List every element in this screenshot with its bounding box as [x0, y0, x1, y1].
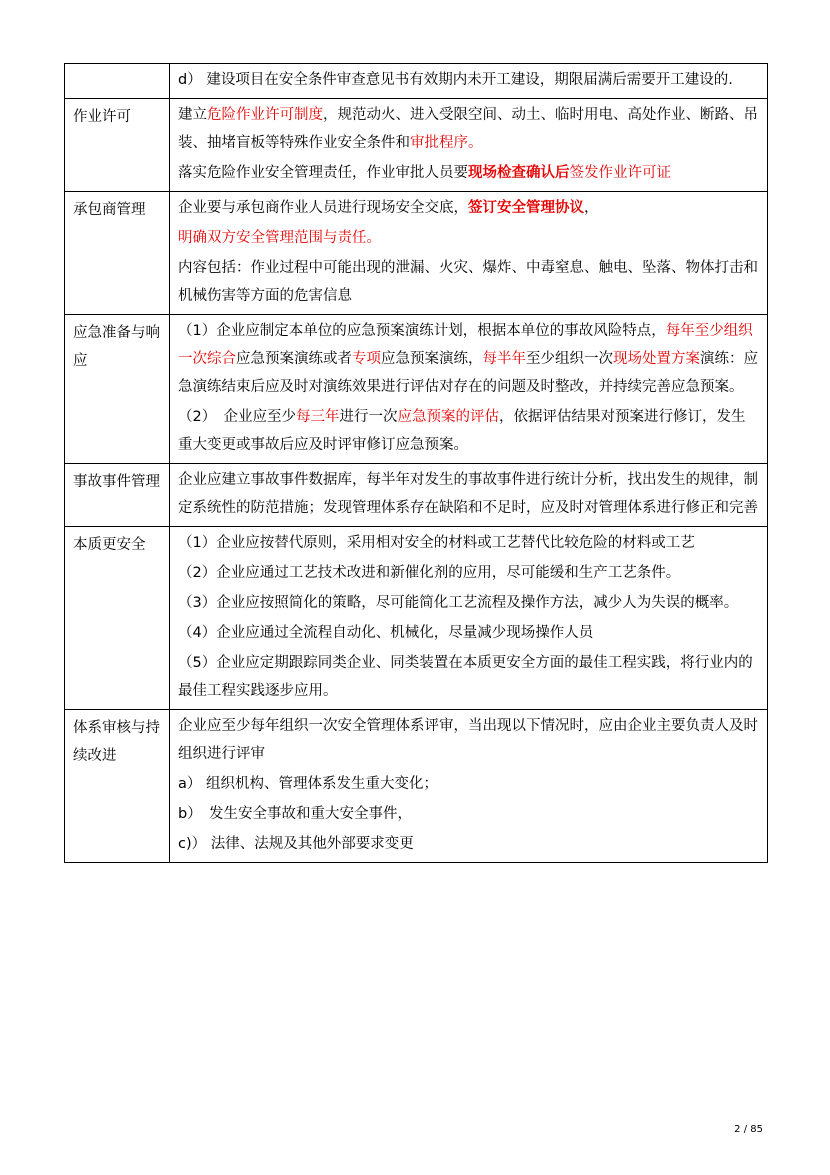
highlighted-text: 签订安全管理协议: [468, 200, 584, 216]
row-content: [170, 710, 768, 863]
paragraph: [178, 466, 759, 522]
row-label: 承包商管理: [65, 192, 170, 315]
row-content: [170, 64, 768, 99]
paragraph: [178, 589, 759, 617]
highlighted-text: 签发作业许可证: [569, 165, 671, 181]
text-segment: 内容包括：作业过程中可能出现的泄漏、火灾、爆炸、中毒窒息、触电、坠落、物体打击和机械伤害等方面的危害信息: [178, 260, 758, 304]
table-row: [65, 315, 768, 464]
text-segment: 企业应至少每年组织一次安全管理体系评审，当出现以下情况时，应由企业主要负责人及时组织进行评审: [178, 718, 758, 762]
table-row: [65, 192, 768, 315]
row-label: 体系审核与持续改进: [65, 710, 170, 863]
highlighted-text: 现场处置方案: [613, 351, 700, 367]
row-label: 应急准备与响应: [65, 315, 170, 464]
text-segment: 落实危险作业安全管理责任，作业审批人员要: [178, 165, 468, 181]
highlighted-text: 每三年: [295, 409, 340, 425]
text-segment: 建立: [178, 107, 207, 123]
text-segment: ，: [584, 200, 599, 216]
row-content: [170, 315, 768, 464]
table-row: [65, 710, 768, 863]
text-segment: （1）企业应按替代原则，采用相对安全的材料或工艺替代比较危险的材料或工艺: [178, 535, 695, 551]
table-body: [65, 64, 768, 863]
row-label: 事故事件管理: [65, 464, 170, 527]
highlighted-text: 现场检查确认后: [468, 165, 570, 181]
text-segment: 至少组织一次: [526, 351, 613, 367]
row-label: 本质更安全: [65, 527, 170, 710]
text-segment: 进行一次: [339, 409, 398, 425]
paragraph: [178, 66, 759, 94]
paragraph: [178, 770, 759, 798]
text-segment: （2）企业应通过工艺技术改进和新催化剂的应用，尽可能缓和生产工艺条件。: [178, 565, 681, 581]
text-segment: （1）企业应制定本单位的应急预案演练计划，根据本单位的事故风险特点，: [178, 323, 666, 339]
text-segment: 企业应建立事故事件数据库，每半年对发生的事故事件进行统计分析，找出发生的规律，制定系统性的防范措施；发现管理体系存在缺陷和不足时，应及时对管理体系进行修正和完善: [178, 472, 758, 516]
paragraph: [178, 101, 759, 157]
page-number: 2 / 85: [734, 1124, 763, 1135]
text-segment: d） 建设项目在安全条件审查意见书有效期内未开工建设，期限届满后需要开工建设的.: [178, 72, 733, 88]
table-row: [65, 99, 768, 192]
table-row: [65, 464, 768, 527]
highlighted-text: 应急预案的评估: [397, 409, 499, 425]
text-segment: ，依据评估结果对预案进行修订，发生重大变更或事故后应及时评审修订应急预案。: [178, 409, 746, 453]
paragraph: [178, 649, 759, 705]
paragraph: [178, 317, 759, 401]
paragraph: [178, 224, 759, 252]
text-segment: （2） 企业应至少: [178, 409, 296, 425]
paragraph: [178, 800, 759, 828]
paragraph: [178, 830, 759, 858]
row-content: [170, 464, 768, 527]
row-label: [65, 64, 170, 99]
content-table: [64, 63, 768, 863]
text-segment: 演练：应急演练结束后应及时对演练效果进行评估对存在的问题及时整改，并持续完善应急预案。: [178, 351, 758, 395]
highlighted-text: 危险作业许可制度: [207, 107, 323, 123]
text-segment: 企业要与承包商作业人员进行现场安全交底，: [178, 200, 468, 216]
text-segment: ，规范动火、进入受限空间、动土、临时用电、高处作业、断路、吊装、抽堵盲板等特殊作业安全条件和: [178, 107, 758, 151]
table-row: [65, 64, 768, 99]
highlighted-text: 每年至少组织一次综合: [178, 323, 753, 367]
highlighted-text: 每半年: [482, 351, 526, 367]
paragraph: [178, 159, 759, 187]
row-content: [170, 527, 768, 710]
highlighted-text: 审批程序。: [410, 135, 483, 151]
paragraph: [178, 559, 759, 587]
paragraph: [178, 619, 759, 647]
highlighted-text: 明确双方安全管理范围与责任。: [178, 230, 381, 246]
highlighted-text: 专项: [352, 351, 381, 367]
paragraph: [178, 254, 759, 310]
row-content: [170, 99, 768, 192]
text-segment: 应急预案演练或者: [236, 351, 352, 367]
row-content: [170, 192, 768, 315]
row-label: 作业许可: [65, 99, 170, 192]
table-row: [65, 527, 768, 710]
text-segment: （3）企业应按照简化的策略，尽可能简化工艺流程及操作方法，减少人为失误的概率。: [178, 595, 739, 611]
text-segment: 应急预案演练，: [381, 351, 483, 367]
paragraph: [178, 712, 759, 768]
text-segment: b） 发生安全事故和重大安全事件，: [178, 806, 412, 822]
text-segment: （5）企业应定期跟踪同类企业、同类装置在本质更安全方面的最佳工程实践，将行业内的最佳工程实践逐步应用。: [178, 655, 753, 699]
paragraph: [178, 403, 759, 459]
paragraph: [178, 194, 759, 222]
text-segment: （4）企业应通过全流程自动化、机械化，尽量减少现场操作人员: [178, 625, 594, 641]
paragraph: [178, 529, 759, 557]
text-segment: a） 组织机构、管理体系发生重大变化；: [178, 776, 438, 792]
text-segment: c)） 法律、法规及其他外部要求变更: [178, 836, 414, 852]
